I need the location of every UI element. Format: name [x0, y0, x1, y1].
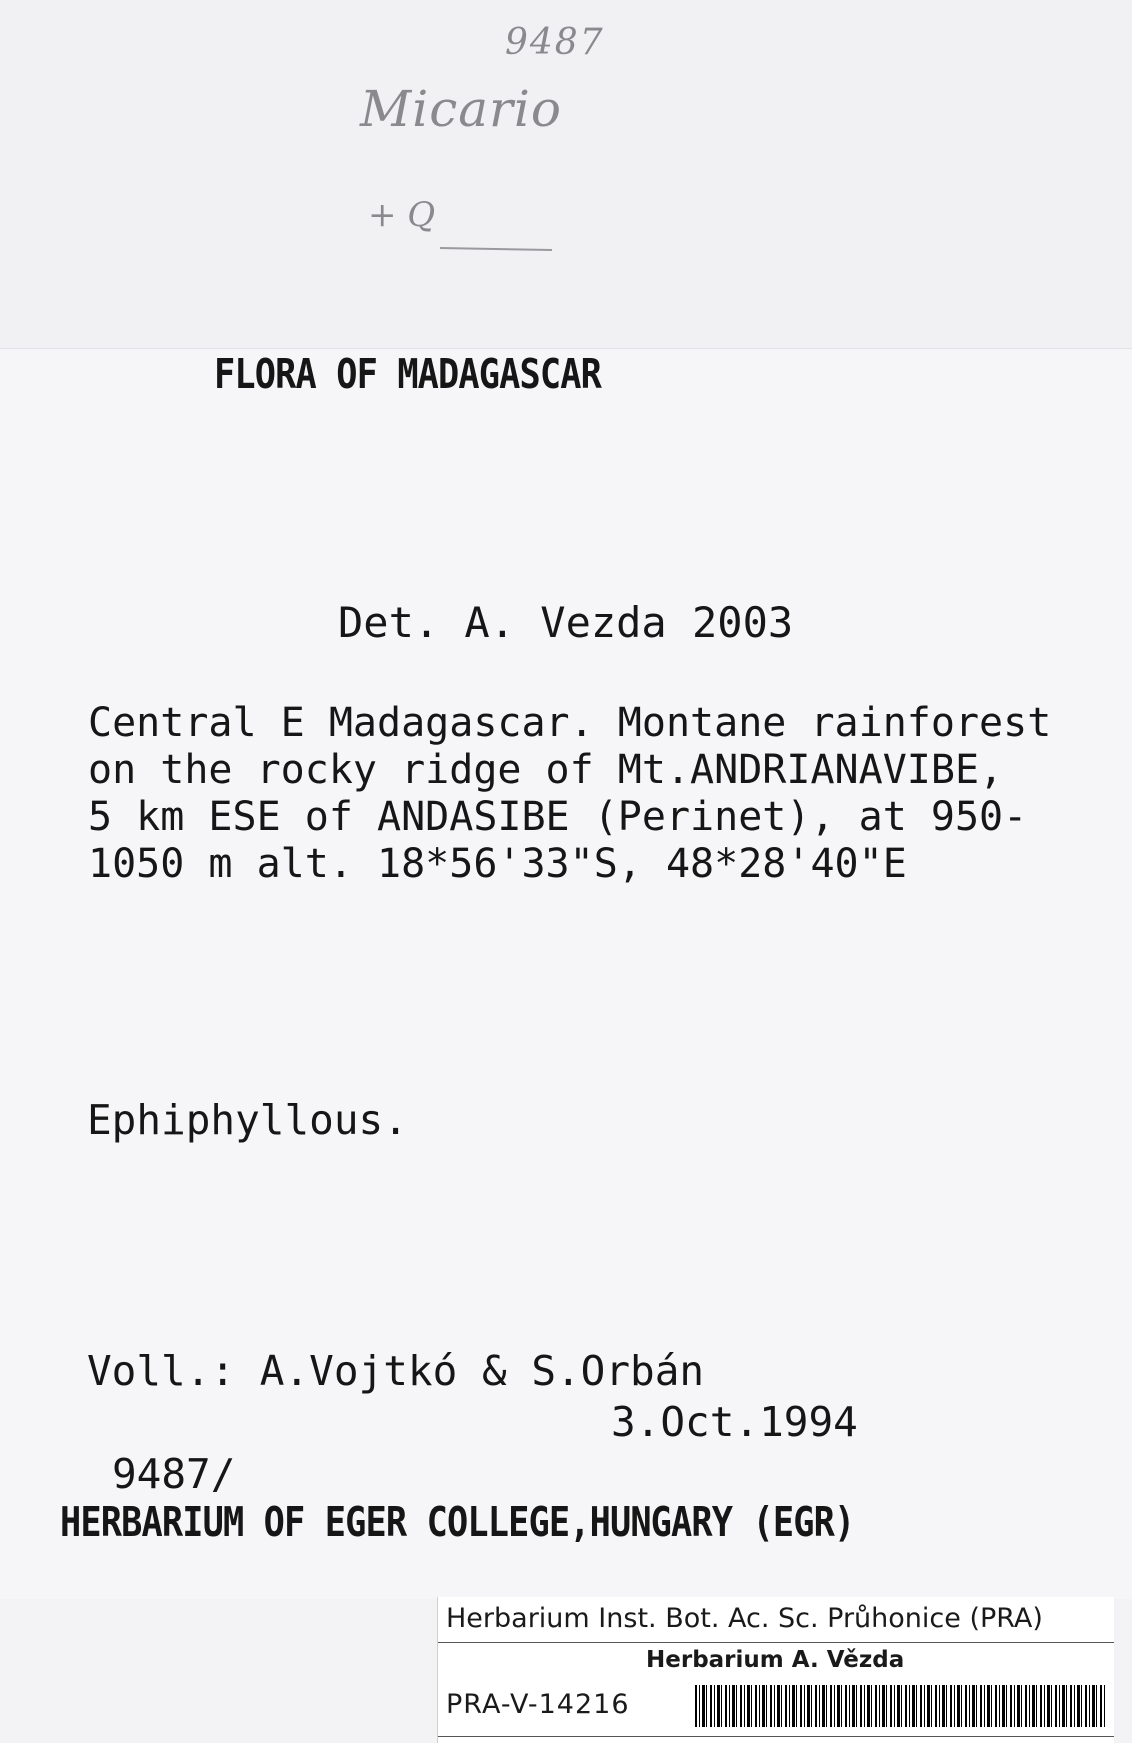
herbarium-name: HERBARIUM OF EGER COLLEGE,HUNGARY (EGR) [60, 1498, 855, 1546]
stamp-specimen-id: PRA-V-14216 [446, 1689, 630, 1720]
stamp-bottom-rule [438, 1736, 1114, 1737]
handwritten-underline [440, 247, 552, 251]
upper-paper-sheet [0, 0, 1132, 348]
handwritten-mark: + Q [368, 195, 436, 235]
stamp-institution: Herbarium Inst. Bot. Ac. Sc. Průhonice (PRA) [446, 1603, 1043, 1634]
barcode-icon [695, 1685, 1107, 1727]
collector-line: Voll.: A.Vojtkó & S.Orbán [87, 1347, 705, 1395]
stamp-collection: Herbarium A. Vězda [646, 1647, 905, 1673]
stamp-divider [438, 1642, 1114, 1643]
herbarium-stamp [437, 1597, 1114, 1743]
determination-line: Det. A. Vezda 2003 [338, 598, 794, 647]
ecology-note: Ephiphyllous. [87, 1096, 408, 1144]
handwritten-taxon-name: Micario [360, 80, 562, 138]
locality-text: Central E Madagascar. Montane rainforest on the rocky ridge of Mt.ANDRIANAVIBE, 5 km ESE of ANDASIBE (Perinet), at 950- 1050 m alt. 18*56'33"S, 48*28'40"E [88, 700, 1052, 887]
handwritten-number: 9487 [505, 22, 605, 63]
collection-date: 3.Oct.1994 [611, 1398, 858, 1446]
label-heading: FLORA OF MADAGASCAR [214, 350, 601, 398]
specimen-label [0, 348, 1132, 1599]
collection-number: 9487/ [112, 1450, 236, 1498]
